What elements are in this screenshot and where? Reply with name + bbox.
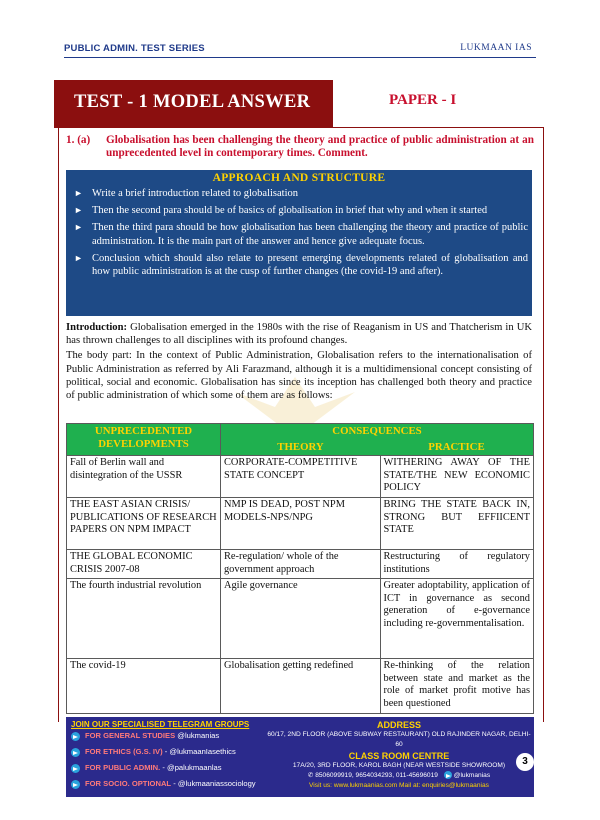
cell-development: The fourth industrial revolution — [67, 579, 221, 659]
telegram-group-item[interactable]: FOR SOCIO. OPTIONAL - @lukmaaniassociology — [71, 779, 271, 793]
approach-list — [66, 187, 532, 278]
table-row — [67, 497, 534, 549]
cell-theory: Re-regulation/ whole of the government approach — [220, 549, 380, 578]
address-heading: ADDRESS — [376, 720, 421, 730]
list-item: ► Then the third para should be how globalisation has been challenging the theory and practice of public administration. It is the main part of the answer and hence give adequate focus. — [74, 222, 528, 247]
cell-theory: Globalisation getting redefined — [220, 659, 380, 714]
footer-banner — [66, 717, 534, 797]
cell-development: THE EAST ASIAN CRISIS/ PUBLICATIONS OF RESEARCH PAPERS ON NPM IMPACT — [67, 497, 221, 549]
introduction-label: Introduction: — [66, 322, 128, 333]
page-number: 3 — [516, 753, 534, 771]
cell-theory: NMP IS DEAD, POST NPM MODELS-NPS/NPG — [220, 497, 380, 549]
website-line[interactable]: Visit us: www.lukmaanias.com Mail at: enquiries@lukmaanias — [309, 782, 489, 789]
question-number: 1. (a) — [66, 134, 91, 146]
centre-heading: CLASS ROOM CENTRE — [348, 751, 450, 761]
telegram-groups — [71, 720, 271, 793]
phone-icon: ✆ — [307, 772, 314, 779]
phone-line — [266, 771, 532, 781]
answer-body — [66, 321, 532, 404]
table-row — [67, 456, 534, 498]
centre-line: 17A/20, 3RD FLOOR, KAROL BAGH (NEAR WESTSIDE SHOWROOM) — [292, 762, 506, 769]
page-title: TEST - 1 MODEL ANSWER — [74, 92, 311, 112]
title-banner — [54, 80, 333, 128]
column-header-consequences: CONSEQUENCES — [220, 424, 533, 440]
cell-practice: Restructuring of regulatory institutions — [380, 549, 534, 578]
cell-practice: Greater adoptability, application of ICT in governance as second generation of e-governance including re-governmentalisation. — [380, 579, 534, 659]
cell-practice: Re-thinking of the relation between state and market as the role of market profit motive has been questioned — [380, 659, 534, 714]
arrow-bullet-icon: ► — [74, 205, 83, 216]
cell-development: Fall of Berlin wall and disintegration of the USSR — [67, 456, 221, 498]
telegram-group-item[interactable]: FOR PUBLIC ADMIN. - @palukmaanlas — [71, 763, 271, 777]
address-line: 60/17, 2ND FLOOR (ABOVE SUBWAY RESTAURANT) OLD RAJINDER NAGAR, DELHI-60 — [267, 731, 531, 748]
approach-box — [66, 170, 532, 316]
cell-practice: BRING THE STATE BACK IN, STRONG BUT EFFIICENT STATE — [380, 497, 534, 549]
column-header-practice: PRACTICE — [380, 440, 534, 456]
cell-practice: WITHERING AWAY OF THE STATE/THE NEW ECONOMIC POLICY — [380, 456, 534, 498]
list-item: ► Write a brief introduction related to globalisation — [74, 188, 299, 199]
cell-development: THE GLOBAL ECONOMIC CRISIS 2007-08 — [67, 549, 221, 578]
header-rule — [64, 57, 536, 58]
cell-development: The covid-19 — [67, 659, 221, 714]
phone-numbers[interactable]: 8506099919, 9654034293, 011-45696019 — [315, 772, 438, 779]
question-text: Globalisation has been challenging the theory and practice of public administration at an unprecedented level in contemporary times. Comment. — [106, 134, 534, 159]
cell-theory: CORPORATE-COMPETITIVE STATE CONCEPT — [220, 456, 380, 498]
telegram-icon — [71, 732, 80, 741]
list-item: ► Conclusion which should also relate to present emerging developments related of globalisation and how public administration is at the cusp of further changes (the covid-19 and after). — [74, 252, 528, 278]
paper-label: PAPER - I — [389, 92, 457, 108]
approach-heading: APPROACH AND STRUCTURE — [212, 172, 386, 184]
table-header-row — [67, 424, 534, 440]
telegram-icon — [71, 748, 80, 757]
arrow-bullet-icon: ► — [74, 188, 83, 198]
question — [66, 134, 534, 160]
column-header-theory: THEORY — [220, 440, 380, 456]
consequences-table — [66, 423, 534, 714]
telegram-icon — [71, 780, 80, 789]
header-series: PUBLIC ADMIN. TEST SERIES — [64, 43, 205, 54]
list-item: ► Then the second para should be of basics of globalisation in brief that why and when it started — [74, 205, 488, 217]
telegram-handle[interactable]: @lukmanias — [453, 772, 491, 779]
telegram-join-heading: JOIN OUR SPECIALISED TELEGRAM GROUPS — [71, 720, 250, 729]
arrow-bullet-icon: ► — [74, 252, 83, 263]
arrow-bullet-icon: ► — [74, 222, 83, 233]
introduction-paragraph: Introduction: Globalisation emerged in the 1980s with the rise of Reaganism in US and Thatcherism in UK has thrown challenges to all disciplines with its profound changes. — [66, 322, 532, 347]
contact-info — [266, 720, 532, 791]
body-paragraph: The body part: In the context of Public Administration, Globalisation refers to the internationalisation of Public Administration as referred by Ali Farazmand, although it is a multidimensional concept consisting of political, social and economic. Globalisation has since its inception has challenged both theory and practice of public administration of which some of them are as follows: — [66, 350, 532, 402]
telegram-icon — [444, 771, 452, 779]
header-brand: LUKMAAN IAS — [460, 43, 532, 53]
table-row — [67, 549, 534, 578]
cell-theory: Agile governance — [220, 579, 380, 659]
column-header-developments: UNPRECEDENTED DEVELOPMENTS — [67, 424, 221, 456]
table-row — [67, 659, 534, 714]
table-row — [67, 579, 534, 659]
telegram-group-item[interactable]: FOR GENERAL STUDIES @lukmanias — [71, 731, 271, 745]
telegram-group-item[interactable]: FOR ETHICS (G.S. IV) - @lukmaanIasethics — [71, 747, 271, 761]
telegram-icon — [71, 764, 80, 773]
